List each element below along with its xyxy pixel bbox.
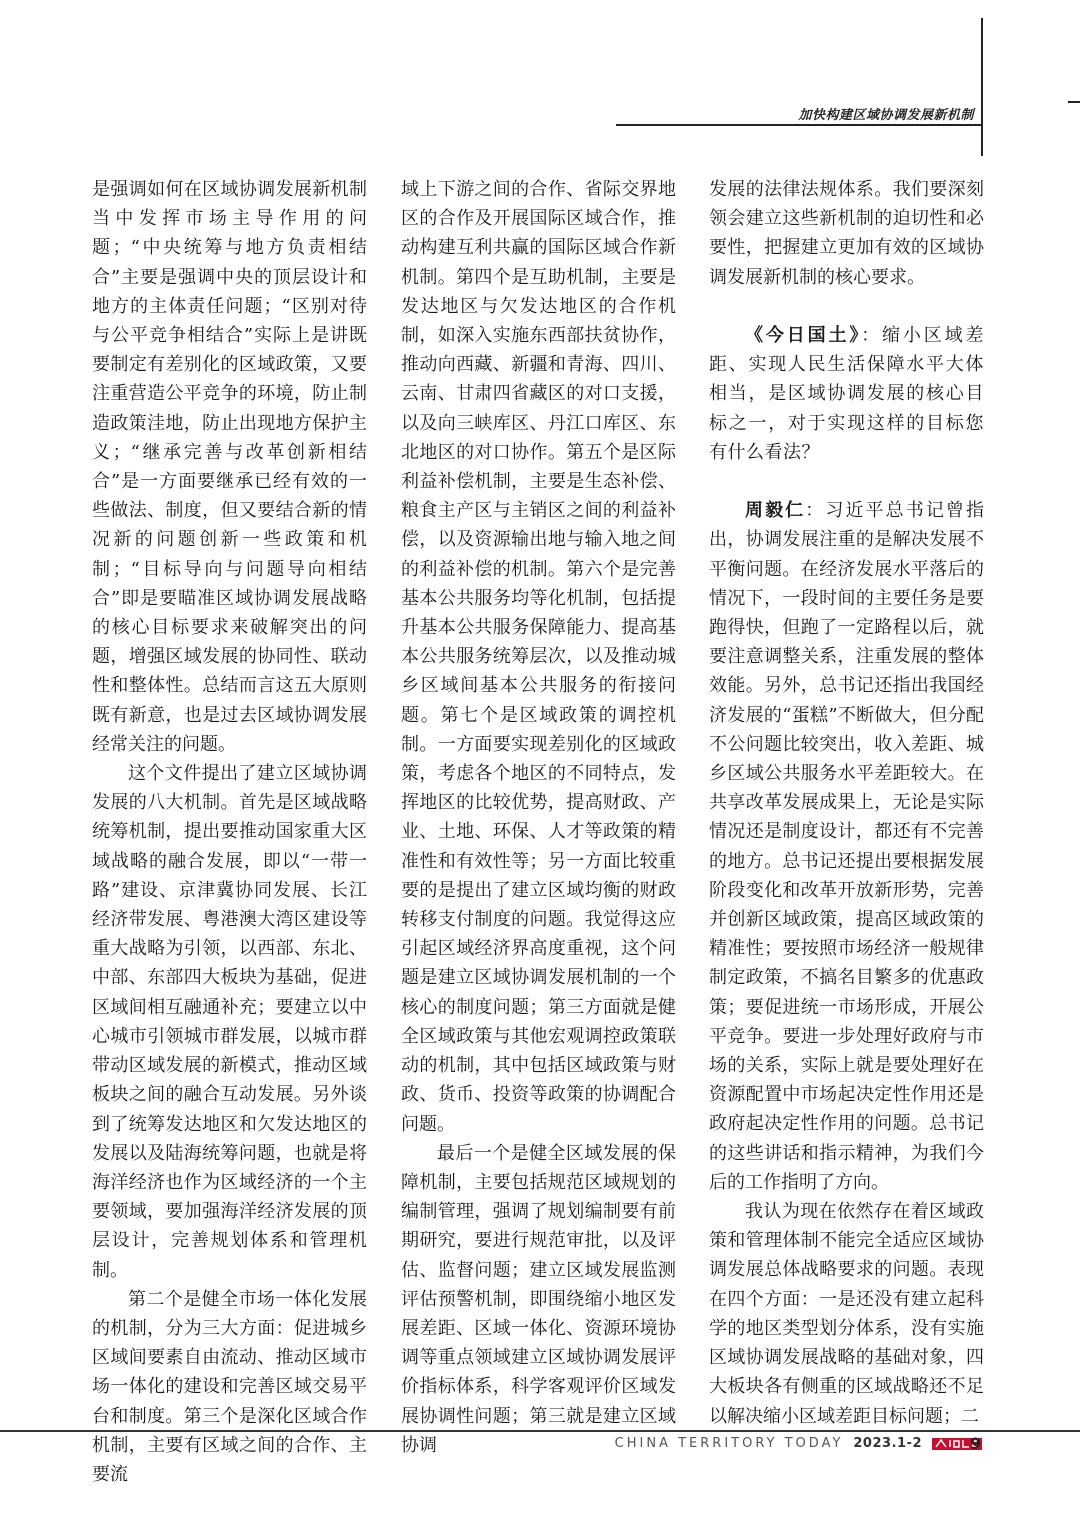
paragraph: 发展的法律法规体系。我们要深刻领会建立这些新机制的迫切性和必要性，把握建立更加有效的区域协调发展新机制的核心要求。 (709, 179, 984, 288)
magazine-name: CHINA TERRITORY TODAY (614, 1436, 844, 1451)
spacer (709, 467, 984, 496)
page-number: 9 (970, 1434, 982, 1453)
footer (615, 1436, 982, 1451)
answer-text: ：习近平总书记曾指出，协调发展注重的是解决发展不平衡问题。在经济发展水平落后的情况下，一段时间的主要任务是要跑得快，但跑了一定路程以后，就要注意调整关系，注重发展的整体效能。另外，总书记还指出我国经济发展的“蛋糕”不断做大，但分配不公问题比较突出，收入差距、城乡区域公共服务水平差距较大。在共享改革发展成果上，无论是实际情况还是制度设计，都还有不完善的地方。总书记还提出要根据发展阶段变化和改革开放新形势，完善并创新区域政策，提高区域政策的精准性；要按照市场经济一般规律制定政策，不搞名目繁多的优惠政策；要促进统一市场形成，开展公平竞争。要进一步处理好政府与市场的关系，实际上就是要处理好在资源配置中市场起决定性作用还是政府起决定性作用的问题。总书记的这些讲话和指示精神，为我们今后的工作指明了方向。 (709, 500, 985, 1193)
text-column-1 (92, 175, 367, 1489)
spacer (709, 292, 984, 321)
header-tick-mark (1068, 101, 1080, 103)
question-text: ：缩小区域差距、实现人民生活保障水平大体相当，是区域协调发展的核心目标之一，对于实现这样的目标您有什么看法？ (709, 325, 985, 463)
interview-answer (709, 496, 984, 1197)
paragraph: 域上下游之间的合作、省际交界地区的合作及开展国际区域合作，推动构建互利共赢的国际区域合作新机制。第四个是互助机制，主要是发达地区与欠发达地区的合作机制，如深入实施东西部扶贫协作，推动向西藏、新疆和青海、四川、云南、甘肃四省藏区的对口支援，以及向三峡库区、丹江口库区、东北地区的对口协作。第五个是区际利益补偿机制，主要是生态补偿、粮食主产区与主销区之间的利益补偿，以及资源输出地与输入地之间的利益补偿的机制。第六个是完善基本公共服务均等化机制，包括提升基本公共服务保障能力、提高基本公共服务统筹层次，以及推动城乡区域间基本公共服务的衔接问题。第七个是区域政策的调控机制。一方面要实现差别化的区域政策，考虑各个地区的不同特点，发挥地区的比较优势，提高财政、产业、土地、环保、人才等政策的精准性和有效性等；另一方面比较重要的是提出了建立区域均衡的财政转移支付制度的问题。我觉得这应引起区域经济界高度重视，这个问题是建立区域协调发展机制的一个核心的制度问题；第三方面就是健全区域政策与其他宏观调控政策联动的机制，其中包括区域政策与财政、货币、投资等政策的协调配合问题。 (401, 179, 676, 1135)
question-label: 《今日国土》 (745, 325, 862, 346)
text-column-3 (709, 175, 984, 1431)
paragraph: 最后一个是健全区域发展的保障机制，主要包括规范区域规划的编制管理，强调了规划编制要有前期研究，要进行规范审批，以及评估、监督问题；建立区域发展监测评估预警机制，即围绕缩小地区发展差距、区域一体化、资源环境协调等重点领域建立区域协调发展评价指标体系，科学客观评价区域发展协调性问题；第三就是建立区域协调 (401, 1142, 676, 1456)
header-rule (616, 124, 982, 126)
paragraph: 第二个是健全市场一体化发展的机制，分为三大方面：促进城乡区域间要素自由流动、推动区域市场一体化的建设和完善区域交易平台和制度。第三个是深化区域合作机制，主要有区域之间的合作、主要流 (92, 1288, 367, 1485)
header-vertical-rule (981, 18, 983, 156)
paragraph: 是强调如何在区域协调发展新机制当中发挥市场主导作用的问题；“中央统筹与地方负责相结合”主要是强调中央的顶层设计和地方的主体责任问题；“区别对待与公平竞争相结合”实际上是讲既要制定有差别化的区域政策，又要注重营造公平竞争的环境，防止制造政策洼地，防止出现地方保护主义；“继承完善与改革创新相结合”是一方面要继承已经有效的一些做法、制度，但又要结合新的情况新的问题创新一些政策和机制；“目标导向与问题导向相结合”即是要瞄准区域协调发展战略的核心目标要求来破解突出的问题，增强区域发展的协同性、联动性和整体性。总结而言这五大原则既有新意，也是过去区域协调发展经常关注的问题。 (92, 179, 367, 755)
paragraph: 我认为现在依然存在着区域政策和管理体制不能完全适应区域协调发展总体战略要求的问题。表现在四个方面：一是还没有建立起科学的地区类型划分体系，没有实施区域协调发展战略的基础对象，四大板块各有侧重的区域战略还不足以解决缩小区域差距目标问题；二 (709, 1201, 984, 1427)
speaker-name: 周毅仁 (745, 500, 806, 522)
paragraph: 这个文件提出了建立区域协调发展的八大机制。首先是区域战略统筹机制，提出要推动国家重大区域战略的融合发展，即以“一带一路”建设、京津冀协同发展、长江经济带发展、粤港澳大湾区建设等重大战略为引领，以西部、东北、中部、东部四大板块为基础，促进区域间相互融通补充；要建立以中心城市引领城市群发展，以城市群带动区域发展的新模式，推动区域板块之间的融合互动发展。另外谈到了统筹发达地区和欠发达地区的发展以及陆海统筹问题，也就是将海洋经济也作为区域经济的一个主要领域，要加强海洋经济发展的顶层设计，完善规划体系和管理机制。 (92, 763, 367, 1281)
text-column-2 (401, 175, 676, 1460)
issue-date: 2023.1-2 (853, 1436, 922, 1451)
footer-rule (0, 1430, 1080, 1432)
section-title: 加快构建区域协调发展新机制 (798, 108, 974, 123)
interview-question (709, 321, 984, 467)
